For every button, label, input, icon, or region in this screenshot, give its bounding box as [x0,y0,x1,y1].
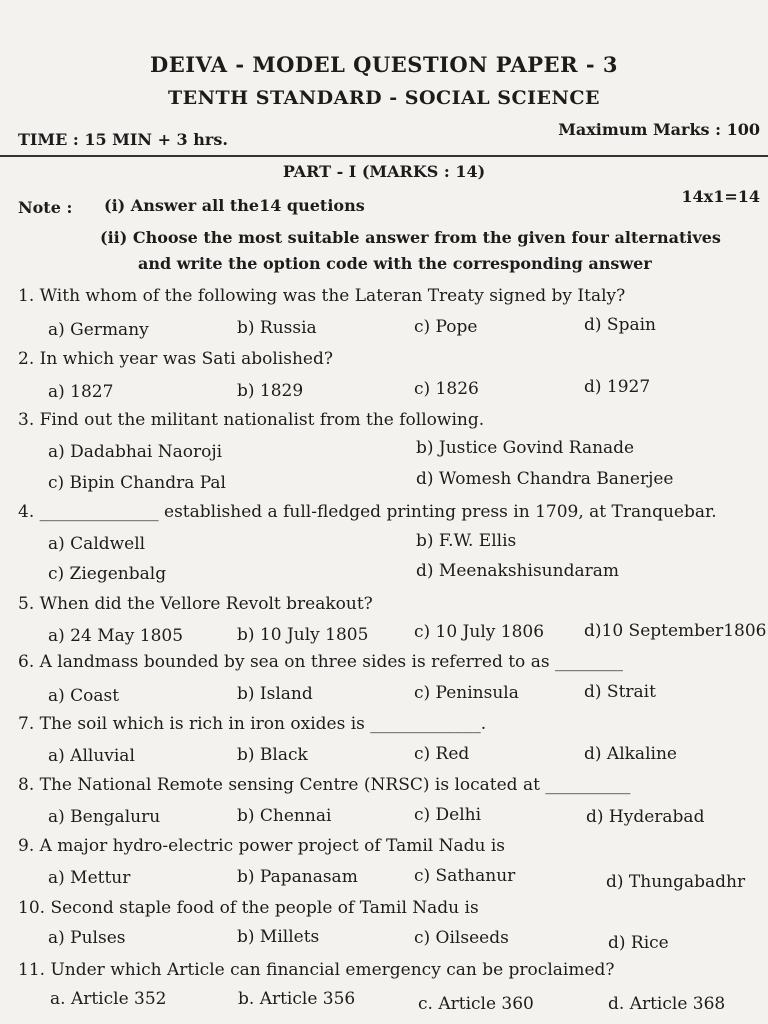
question-2-option-c: c) 1826 [414,379,479,399]
question-1-option-a: a) Germany [48,320,149,340]
question-11-option-c: c. Article 360 [418,994,534,1014]
question-1-option-c: c) Pope [414,317,478,337]
paper-title: DEIVA - MODEL QUESTION PAPER - 3 [150,52,618,77]
question-8: 8. The National Remote sensing Centre (NRSC) is located at __________ [18,775,631,795]
question-9-option-c: c) Sathanur [414,866,516,886]
question-4-option-a: a) Caldwell [48,534,146,554]
paper-subtitle: TENTH STANDARD - SOCIAL SCIENCE [168,87,600,109]
question-5-option-c: c) 10 July 1806 [414,622,545,642]
time-label: TIME : 15 MIN + 3 hrs. [18,130,228,149]
question-3-option-b: b) Justice Govind Ranade [416,438,635,458]
question-9-option-b: b) Papanasam [237,867,358,887]
note-line-3: and write the option code with the corresponding answer [138,254,652,273]
question-2-option-d: d) 1927 [584,377,651,397]
question-8-option-b: b) Chennai [237,806,332,826]
question-1: 1. With whom of the following was the Lateran Treaty signed by Italy? [18,286,626,306]
question-7-option-c: c) Red [414,744,470,764]
question-9-option-d: d) Thungabadhr [606,872,746,892]
question-4-option-c: c) Ziegenbalg [48,564,167,584]
question-1-option-d: d) Spain [584,315,656,335]
question-11-option-d: d. Article 368 [608,994,726,1014]
question-8-option-d: d) Hyderabad [586,807,705,827]
question-9: 9. A major hydro-electric power project of Tamil Nadu is [18,836,506,856]
max-marks-label: Maximum Marks : 100 [558,120,760,139]
question-5: 5. When did the Vellore Revolt breakout? [18,594,373,614]
question-10: 10. Second staple food of the people of Tamil Nadu is [18,898,479,918]
question-10-option-d: d) Rice [608,933,669,953]
question-2-option-b: b) 1829 [237,381,304,401]
question-3: 3. Find out the militant nationalist from the following. [18,410,485,430]
question-10-option-c: c) Oilseeds [414,928,509,948]
question-2: 2. In which year was Sati abolished? [18,349,333,369]
question-6: 6. A landmass bounded by sea on three sides is referred to as ________ [18,652,623,672]
question-5-option-a: a) 24 May 1805 [48,626,184,646]
question-3-option-d: d) Womesh Chandra Banerjee [416,469,674,489]
question-9-option-a: a) Mettur [48,868,131,888]
question-6-option-b: b) Island [237,684,313,704]
question-4-option-d: d) Meenakshisundaram [416,561,619,581]
part-heading: PART - I (MARKS : 14) [282,162,486,181]
question-1-option-b: b) Russia [237,318,317,338]
question-5-option-d: d)10 September1806 [584,621,767,641]
question-6-option-d: d) Strait [584,682,656,702]
question-10-option-a: a) Pulses [48,928,126,948]
question-7-option-a: a) Alluvial [48,746,135,766]
question-2-option-a: a) 1827 [48,382,114,402]
question-7-option-b: b) Black [237,745,308,765]
question-5-option-b: b) 10 July 1805 [237,625,369,645]
note-label: Note : [18,198,73,217]
question-4: 4. ______________ established a full-fledged printing press in 1709, at Tranquebar. [18,502,717,522]
question-6-option-c: c) Peninsula [414,683,519,703]
question-3-option-c: c) Bipin Chandra Pal [48,473,226,493]
question-7-option-d: d) Alkaline [584,744,677,764]
question-11-option-a: a. Article 352 [50,989,167,1009]
question-8-option-a: a) Bengaluru [48,807,161,827]
note-line-2: (ii) Choose the most suitable answer from the given four alternatives [100,228,721,247]
question-8-option-c: c) Delhi [414,805,482,825]
note-marks-total: 14x1=14 [681,187,760,206]
question-7: 7. The soil which is rich in iron oxides is _____________. [18,714,487,734]
question-3-option-a: a) Dadabhai Naoroji [48,442,223,462]
question-4-option-b: b) F.W. Ellis [416,531,517,551]
question-10-option-b: b) Millets [237,927,320,947]
question-11: 11. Under which Article can financial emergency can be proclaimed? [18,960,615,980]
header-divider [0,155,768,157]
question-6-option-a: a) Coast [48,686,120,706]
question-11-option-b: b. Article 356 [238,989,356,1009]
note-line-1: (i) Answer all the14 quetions [104,196,365,215]
